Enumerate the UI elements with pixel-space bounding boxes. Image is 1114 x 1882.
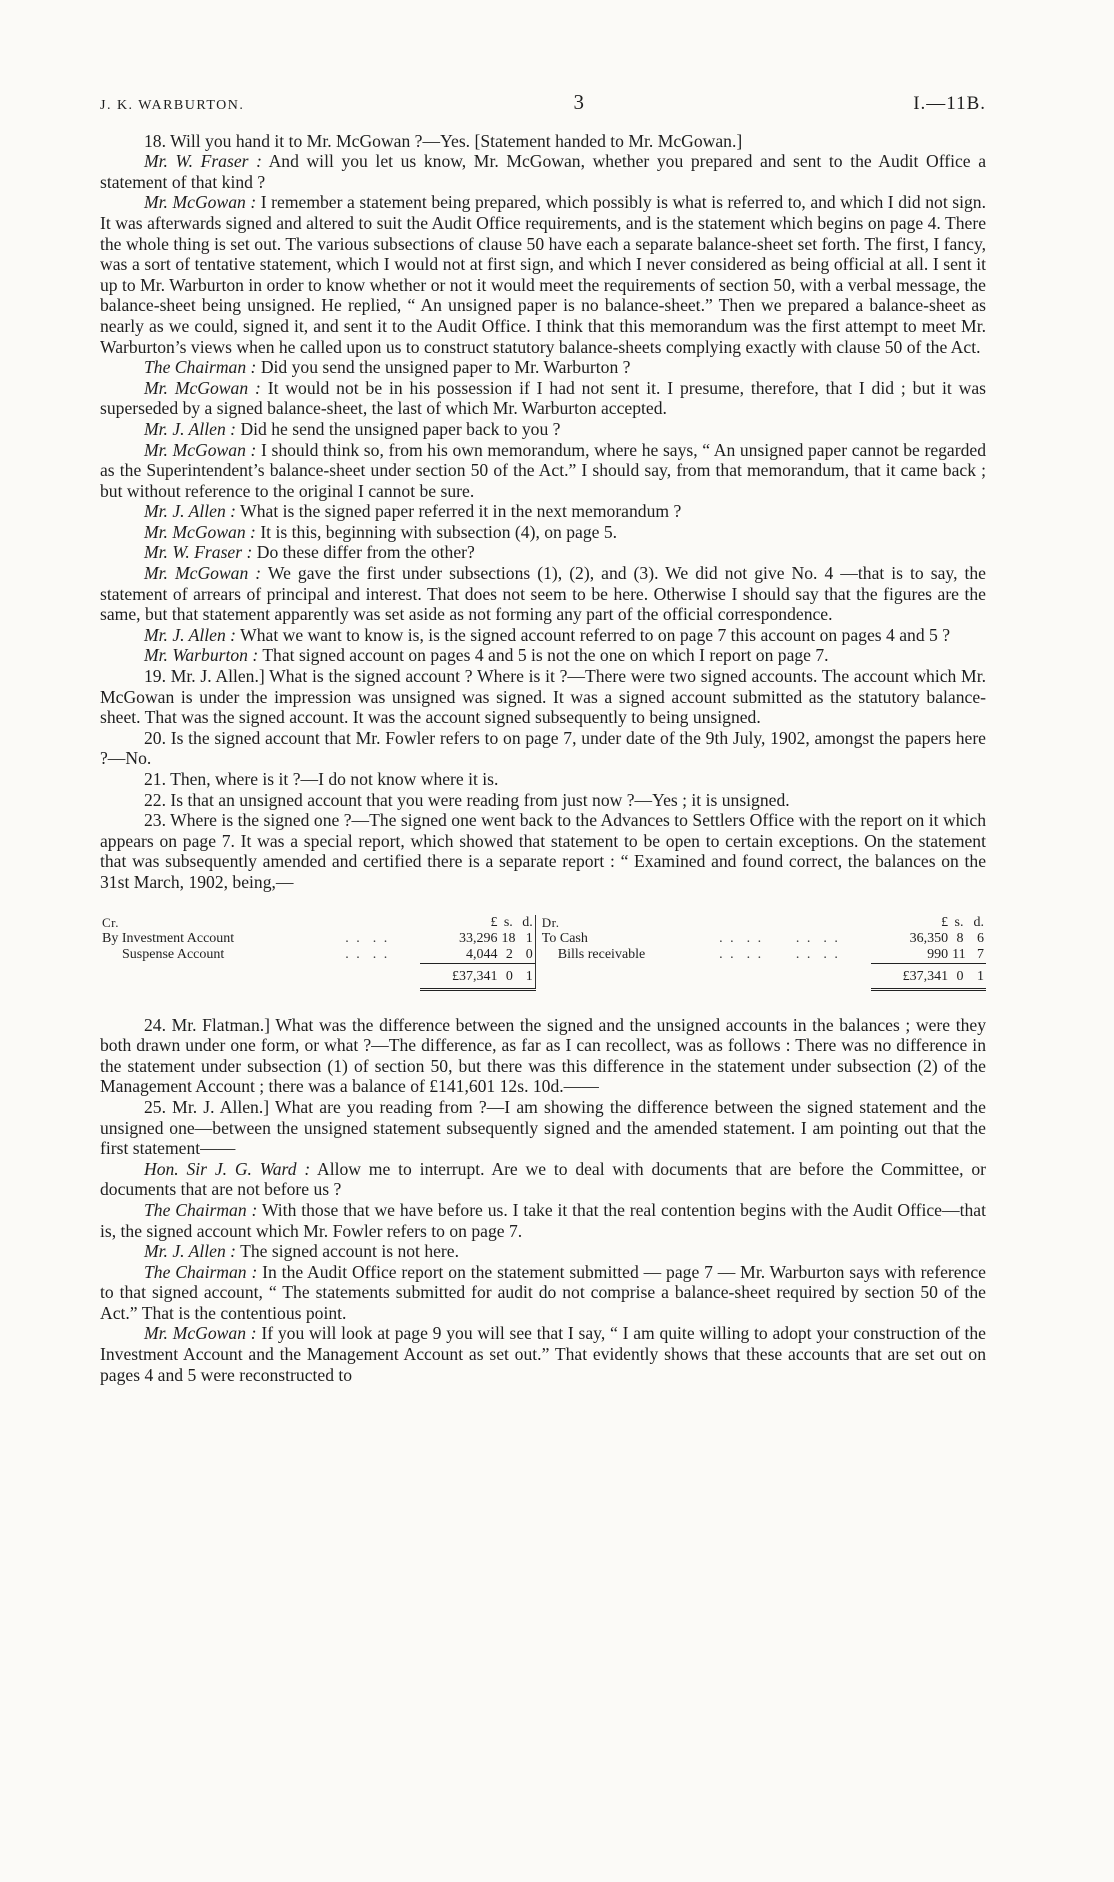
- speaker-name: Mr. McGowan :: [144, 1323, 257, 1344]
- pounds-header: £: [490, 914, 498, 930]
- debit-total-pounds: £37,341: [871, 963, 950, 989]
- paragraph-text: Did he send the unsigned paper back to you ?: [240, 418, 561, 439]
- paragraph-text: It is this, beginning with subsection (4), on page 5.: [260, 521, 618, 542]
- debit-pence: 7: [977, 946, 984, 962]
- paragraph-text: With those that we have before us. I take it that the real contention begins with the Audit Office—that is, the signed account which Mr. Fowler refers to on page 7.: [100, 1199, 986, 1241]
- testimony-paragraph: [100, 810, 986, 892]
- credit-label: Suspense Account: [122, 946, 225, 962]
- account-row: Suspense Account . . . . 4,044 2 0 Bills receivable . . . . . . . . 990 11 7: [100, 947, 986, 964]
- paragraph-text: 20. Is the signed account that Mr. Fowler refers to on page 7, under date of the 9th July, 1902, amongst the papers here ?—No.: [100, 727, 986, 769]
- testimony-paragraph: [100, 645, 986, 666]
- credit-total-shillings: 0: [499, 963, 514, 989]
- paragraph-text: What we want to know is, is the signed account referred to on page 7 this account on pages 4 and 5 ?: [240, 624, 951, 645]
- speaker-name: Mr. McGowan :: [144, 563, 262, 584]
- testimony-body-bottom: [100, 1015, 986, 1386]
- paragraph-text: If you will look at page 9 you will see that I say, “ I am quite willing to adopt your construction of the Investment Account and the Management Account as set out.” That evidently shows that these accounts that are set out on pages 4 and 5 were reconstructed to: [100, 1323, 986, 1385]
- paragraph-text: 24. Mr. Flatman.] What was the difference between the signed and the unsigned accounts in the balances ; were they both drawn under one form, or what ?—The difference, as far as I can recollect, was as follows : There was no difference in the statement under subsection (1) of section 50, but there was this difference in the statement under subsection (2) of the Management Account ; there was a balance of £141,601 12s. 10d.——: [100, 1014, 986, 1097]
- testimony-paragraph: [100, 1200, 986, 1241]
- credit-total-pence: 1: [515, 963, 535, 989]
- debit-total-pence: 1: [965, 963, 986, 989]
- testimony-paragraph: [100, 357, 986, 378]
- paragraph-text: 25. Mr. J. Allen.] What are you reading from ?—I am showing the difference between the signed statement and the unsigned one—between the unsigned statement subsequently signed and the amended statement. I am pointing out that the first statement——: [100, 1096, 986, 1159]
- testimony-paragraph: [100, 790, 986, 811]
- paragraph-text: Allow me to interrupt. Are we to deal with documents that are before the Committee, or documents that are not before us ?: [100, 1158, 986, 1200]
- testimony-paragraph: [100, 625, 986, 646]
- debit-label: To Cash: [541, 930, 588, 946]
- dot-leader: . .: [795, 946, 813, 962]
- pence-header: d.: [973, 914, 984, 930]
- speaker-name: Hon. Sir J. G. Ward :: [144, 1158, 311, 1179]
- header-witness-name: J. K. WARBURTON.: [100, 98, 245, 113]
- credit-label: By Investment Account: [102, 930, 235, 946]
- speaker-name: The Chairman :: [144, 1261, 258, 1282]
- paragraph-text: 18. Will you hand it to Mr. McGowan ?—Yes. [Statement handed to Mr. McGowan.]: [144, 130, 743, 151]
- dot-leader: . .: [345, 930, 362, 946]
- credit-pence: 1: [515, 931, 535, 947]
- testimony-paragraph: [100, 563, 986, 625]
- credit-shillings: 18: [501, 930, 516, 946]
- debit-pounds: 36,350: [909, 930, 949, 946]
- testimony-paragraph: [100, 1241, 986, 1262]
- speaker-name: Mr. Warburton :: [144, 645, 259, 666]
- speaker-name: Mr. J. Allen :: [144, 418, 237, 439]
- testimony-paragraph: [100, 522, 986, 543]
- account-row: By Investment Account . . . . 33,296 18 1 To Cash . . . . . . . . 36,350 8 6: [102, 930, 984, 946]
- page-header: [100, 92, 986, 117]
- paragraph-text: Do these differ from the other?: [256, 542, 475, 563]
- paragraph-text: In the Audit Office report on the statement submitted — page 7 — Mr. Warburton says with reference to that signed account, “ The statements submitted for audit do not comprise a balance-sheet required by section 50 of the Act.” That is the contentious point.: [100, 1261, 986, 1323]
- testimony-paragraph: [100, 769, 986, 790]
- debit-label: Bills receivable: [557, 946, 646, 962]
- speaker-name: Mr. J. Allen :: [144, 1241, 237, 1262]
- dot-leader: . .: [719, 946, 736, 962]
- testimony-paragraph: [100, 192, 986, 357]
- debit-pence: 6: [977, 930, 984, 946]
- testimony-paragraph: [100, 1323, 986, 1385]
- testimony-paragraph: [100, 378, 986, 419]
- paragraph-text: I remember a statement being prepared, which possibly is what is referred to, and which I did not sign. It was afterwards signed and altered to suit the Audit Office requirements, and is the statement which begins on page 4. There the whole thing is set out. The various subsections of clause 50 have each a separate balance-sheet set forth. The first, I fancy, was a sort of tentative statement, which I would not at first sign, and which I never considered as being official at all. I sent it up to Mr. Warburton in order to know whether or not it would meet the requirements of section 50, with a verbal message, the balance-sheet being unsigned. He replied, “ An unsigned paper is no balance-sheet.” Then we prepared a balance-sheet as nearly as we could, signed it, and sent it to the Audit Office. I think that this memorandum was the first attempt to meet Mr. Warburton’s views when he called upon us to construct statutory balance-sheets complying exactly with clause 50 of the Act.: [100, 192, 986, 357]
- paragraph-text: 19. Mr. J. Allen.] What is the signed account ? Where is it ?—There were two signed accounts. The account which Mr. McGowan is under the impression was unsigned was signed. It was a signed account submitted as the statutory balance-sheet. That was the signed account. It was the account signed subsequently to being unsigned.: [100, 666, 986, 728]
- testimony-paragraph: [100, 542, 986, 563]
- credit-side-label: Cr.: [102, 914, 120, 930]
- testimony-paragraph: [100, 131, 986, 152]
- paragraph-text: That signed account on pages 4 and 5 is not the one on which I report on page 7.: [262, 645, 829, 666]
- paragraph-text: I should think so, from his own memorandum, where he says, “ An unsigned paper cannot be regarded as the Superintendent’s balance-sheet under section 50 of the Act.” I should say, from that memorandum, that it came back ; but without reference to the original I cannot be sure.: [100, 439, 986, 501]
- dot-leader: . .: [345, 946, 362, 962]
- paragraph-text: 22. Is that an unsigned account that you were reading from just now ?—Yes ; it is unsigned.: [144, 789, 790, 810]
- paragraph-text: It would not be in his possession if I had not sent it. I presume, therefore, that I did ; but it was superseded by a signed balance-sheet, the last of which Mr. Warburton accepted.: [100, 377, 987, 419]
- speaker-name: Mr. McGowan :: [144, 439, 257, 460]
- speaker-name: Mr. W. Fraser :: [144, 151, 262, 172]
- credit-pounds: 33,296: [458, 930, 498, 946]
- account-header-row: [100, 915, 986, 931]
- page-number: 3: [573, 90, 585, 114]
- paragraph-text: 21. Then, where is it ?—I do not know where it is.: [144, 769, 499, 789]
- credit-pounds: 4,044: [465, 946, 498, 962]
- paragraph-text: What is the signed paper referred it in the next memorandum ?: [240, 501, 682, 522]
- debit-pounds: 990: [927, 946, 949, 962]
- speaker-name: Mr. McGowan :: [144, 192, 257, 213]
- speaker-name: Mr. J. Allen :: [144, 624, 237, 645]
- shillings-header: s.: [503, 914, 513, 930]
- dot-leader: . .: [795, 930, 813, 946]
- testimony-paragraph: [100, 501, 986, 522]
- testimony-paragraph: [100, 419, 986, 440]
- speaker-name: Mr. McGowan :: [144, 377, 261, 398]
- balance-account-table: [100, 915, 986, 991]
- account-total-row: [100, 963, 986, 989]
- debit-total-shillings: 0: [950, 963, 965, 989]
- testimony-paragraph: [100, 1262, 986, 1324]
- debit-shillings: 8: [956, 930, 964, 946]
- debit-shillings: 11: [952, 946, 966, 962]
- paper-reference: I.—11B.: [913, 93, 986, 114]
- testimony-body-top: [100, 131, 986, 893]
- paragraph-text: And will you let us know, Mr. McGowan, whether you prepared and sent to the Audit Office a statement of that kind ?: [100, 151, 987, 192]
- speaker-name: The Chairman :: [144, 357, 257, 378]
- testimony-paragraph: [100, 666, 986, 728]
- credit-total-pounds: £37,341: [420, 963, 499, 989]
- testimony-paragraph: [100, 151, 986, 192]
- testimony-paragraph: [100, 1097, 986, 1159]
- speaker-name: The Chairman :: [144, 1199, 258, 1220]
- pounds-header: £: [941, 914, 949, 930]
- testimony-paragraph: [100, 728, 986, 769]
- testimony-paragraph: [100, 440, 986, 502]
- testimony-paragraph: [100, 1015, 986, 1097]
- speaker-name: Mr. J. Allen :: [144, 501, 237, 522]
- credit-shillings: 2: [505, 946, 513, 962]
- paragraph-text: 23. Where is the signed one ?—The signed one went back to the Advances to Settlers Office with the report on it which appears on page 7. It was a special report, which showed that statement to be open to certain exceptions. On the statement that was subsequently amended and certified there is a separate report : “ Examined and found correct, the balances on the 31st March, 1902, being,—: [100, 810, 986, 892]
- speaker-name: Mr. W. Fraser :: [144, 542, 253, 563]
- testimony-paragraph: [100, 1159, 986, 1200]
- pence-header: d.: [515, 915, 535, 931]
- paragraph-text: The signed account is not here.: [240, 1241, 459, 1262]
- paragraph-text: We gave the first under subsections (1), (2), and (3). We did not give No. 4 —that is to say, the statement of arrears of principal and interest. That does not seem to be here. Otherwise I should say that the figures are the same, but that statement apparently was set aside as not forming any part of the official correspondence.: [100, 563, 986, 625]
- speaker-name: Mr. McGowan :: [144, 521, 256, 542]
- debit-side-label: Dr.: [541, 914, 560, 930]
- paragraph-text: Did you send the unsigned paper to Mr. Warburton ?: [260, 357, 631, 378]
- credit-pence: 0: [515, 947, 535, 964]
- dot-leader: . .: [719, 930, 736, 946]
- shillings-header: s.: [954, 914, 964, 930]
